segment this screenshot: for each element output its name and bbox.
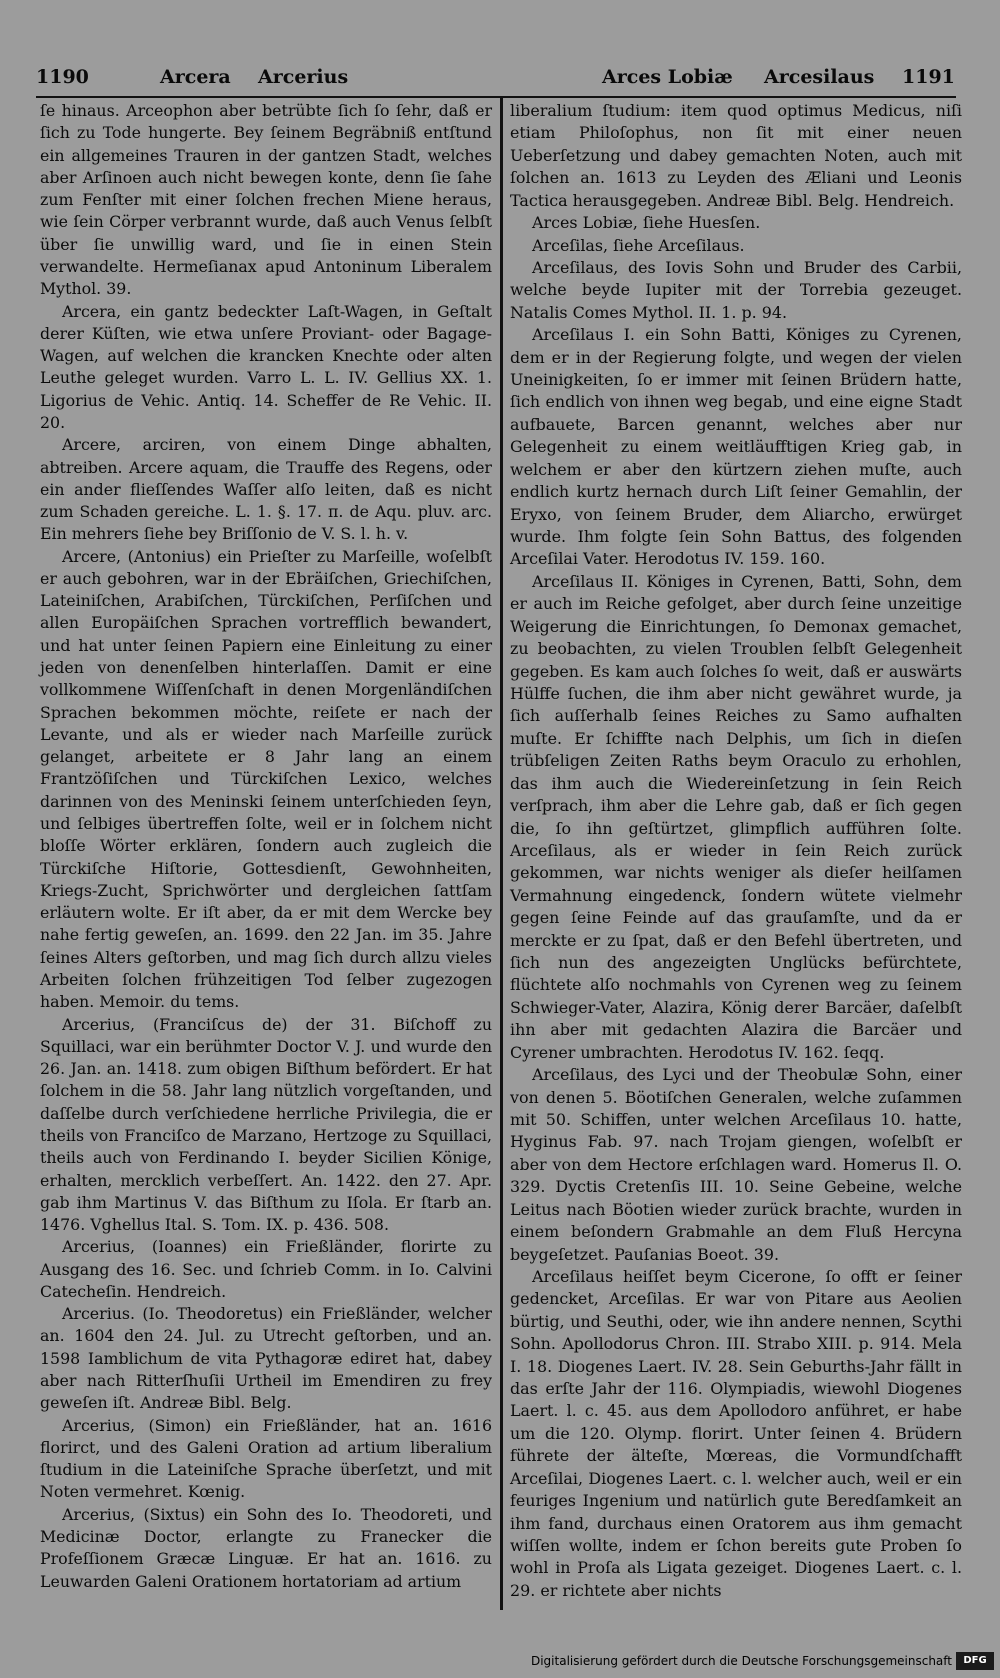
entry-paragraph: Arcera, ein gantz bedeckter Laſt-Wagen, in Geſtalt derer Küſten, wie etwa unſere Proviant- oder Bagage-Wagen, auf welchen die krancken Knechte oder alten Leuthe geleget wurden. Varro L. L. IV. Gellius XX. 1. Ligorius de Vehic. Antiq. 14. Scheffer de Re Vehic. II. 20.	[40, 301, 492, 432]
entry-paragraph: Arcere, arciren, von einem Dinge abhalten, abtreiben. Arcere aquam, die Trauffe des Regens, oder ein ander flieſſendes Waſſer alſo leiten, daß es nicht zum Schaden gereiche. L. 1. §. 17. π. de Aqu. pluv. arc. Ein mehrers ſiehe bey Briſſonio de V. S. l. h. v.	[40, 435, 492, 544]
entry-paragraph: liberalium ſtudium: item quod optimus Medicus, niſi etiam Philoſophus, non ſit mit einer neuen Ueberſetzung und dabey gemachten Noten, auch mit ſolchen an. 1613 zu Leyden des Æliani und Leonis Tactica herausgegeben. Andreæ Bibl. Belg. Hendreich.	[510, 101, 962, 210]
entry-paragraph: Arceſilaus, des Iovis Sohn und Bruder des Carbii, welche beyde Iupiter mit der Torrebia gezeuget. Natalis Comes Mythol. II. 1. p. 94.	[510, 257, 962, 322]
entry-paragraph: Arceſilaus I. ein Sohn Batti, Königes zu Cyrenen, dem er in der Regierung folgte, und wegen der vielen Uneinigkeiten, ſo er immer mit ſeinen Brüdern hatte, ſich endlich von ihnen weg begab, und eine eigne Stadt aufbauete, Barcen genannt, welches aber nur Gelegenheit zu einem weitläufftigen Krieg gab, in welchem er aber den kürtzern ziehen muſte, auch endlich kurtz hernach durch Liſt ſeiner Gemahlin, der Eryxo, von ſeinem Bruder, dem Aliarcho, erwürget wurde. Ihm folgte ſein Sohn Battus, des folgenden Arceſilai Vater. Herodotus IV. 159. 160.	[510, 325, 962, 569]
entry-paragraph: Arceſilas, ſiehe Arceſilaus.	[532, 235, 745, 255]
entry-paragraph: Arcerius. (Io. Theodoretus) ein Frießländer, welcher an. 1604 den 24. Jul. zu Utrecht geſtorben, und an. 1598 Iamblichum de vita Pythagoræ ediret hat, dabey aber nach Ritterſhuſii Urtheil im Emendiren zu frey geweſen iſt. Andreæ Bibl. Belg.	[40, 1304, 492, 1413]
entry-paragraph: Arceſilaus II. Königes in Cyrenen, Batti, Sohn, dem er auch im Reiche gefolget, aber durch ſeine unzeitige Weigerung die Einrichtungen, ſo Demonax gemachet, zu beobachten, zu vielen Troublen ſelbſt Gelegenheit gegeben. Es kam auch ſolches ſo weit, daß er auswärts Hülffe ſuchen, die ihm aber nicht gewähret wurde, ja ſich auſſerhalb ſeines Reiches zu Samo aufhalten muſte. Er ſchiffte nach Delphis, um ſich in dieſen trübſeligen Zeiten Raths beym Oraculo zu erhohlen, das ihm auch die Wiedereinſetzung in ſein Reich verſprach, ihm aber die Lehre gab, daß er ſich gegen die, ſo ihn geſtürtzet, glimpflich aufführen ſolte. Arceſilaus, als er wieder in ſein Reich zurück gekommen, war nichts weniger als dieſer heilſamen Vermahnung eingedenck, ſondern wütete vielmehr gegen ſeine Feinde auf das grauſamſte, und da er merckte er zu ſpat, daß er den Befehl übertreten, und ſich nun des angezeigten Unglücks befürchtete, flüchtete alſo nochmahls von Cyrenen weg zu ſeinem Schwieger-Vater, Alazira, König derer Barcäer, daſelbſt ihn aber mit gedachten Alazira die Barcäer und Cyrener umbrachten. Herodotus IV. 162. ſeqq.	[510, 571, 962, 1062]
running-header	[36, 64, 956, 94]
funding-credit: Digitalisierung gefördert durch die Deutsche Forschungsgemeinschaft	[530, 1654, 952, 1668]
page-number-left: 1190	[36, 66, 89, 88]
header-rule	[36, 96, 956, 98]
entry-paragraph: Arcerius, (Sixtus) ein Sohn des Io. Theodoreti, und Medicinæ Doctor, erlangte zu Franecker die Profeſſionem Græcæ Linguæ. Er hat an. 1616. zu Leuwarden Galeni Orationem hortatoriam ad artium	[40, 1504, 492, 1591]
entry-paragraph: Arces Lobiæ, ſiehe Huesſen.	[532, 213, 761, 233]
entry-paragraph: Arcerius, (Franciſcus de) der 31. Biſchoff zu Squillaci, war ein berühmter Doctor V. J. und wurde den 26. Jan. an. 1418. zum obigen Biſthum befördert. Er hat ſolchem in die 58. Jahr lang nützlich vorgeſtanden, und daſſelbe durch verſchiedene herrliche Privilegia, die er theils von Franciſco de Marzano, Hertzoge zu Squillaci, theils auch von Ferdinando I. beyder Sicilien Könige, erhalten, mercklich verbeſſert. An. 1422. den 27. Apr. gab ihm Martinus V. das Biſthum zu Iſola. Er ſtarb an. 1476. Vghellus Ital. S. Tom. IX. p. 436. 508.	[40, 1014, 492, 1235]
page-number-right: 1191	[902, 66, 955, 88]
right-column	[510, 100, 962, 1602]
catchword-2: Arcerius	[258, 66, 349, 88]
entry-paragraph: ſe hinaus. Arceophon aber betrübte ſich ſo ſehr, daß er ſich zu Tode hungerte. Bey ſeinem Begräbniß entſtund ein allgemeines Trauren in der gantzen Stadt, welches aber Arſinoen auch nicht bewegen konte, denn ſie ſahe zum Fenſter mit einer ſolchen frechen Miene heraus, wie ſein Cörper verbrannt wurde, daß auch Venus ſelbſt über ſie unwillig ward, und ſie in einen Stein verwandelte. Hermeſianax apud Antoninum Liberalem Mythol. 39.	[40, 101, 492, 299]
dfg-logo: DFG	[956, 1652, 994, 1670]
entry-paragraph: Arcerius, (Simon) ein Frießländer, hat an. 1616 florirct, und des Galeni Oration ad artium liberalium ſtudium in die Lateiniſche Sprache überſetzt, und mit Noten vermehret. Kœnig.	[40, 1415, 492, 1502]
digitization-footer	[0, 1652, 1000, 1674]
entry-paragraph: Arceſilaus heiſſet beym Cicerone, ſo offt er ſeiner gedencket, Arceſilas. Er war von Pitare aus Aeolien bürtig, und Seuthi, oder, wie ihn andere nennen, Scythi Sohn. Apollodorus Chron. III. Strabo XIII. p. 914. Mela I. 18. Diogenes Laert. IV. 28. Sein Geburths-Jahr fällt in das erſte Jahr der 116. Olympiadis, wiewohl Diogenes Laert. l. c. 45. aus dem Apollodoro anführet, er habe um die 120. Olymp. florirt. Unter ſeinen 4. Brüdern führete der älteſte, Mœreas, die Vormundſchafft Arceſilai, Diogenes Laert. c. l. welcher auch, weil er ein feuriges Ingenium und natürlich gute Beredſamkeit an ihm fand, durchaus einen Oratorem aus ihm gemacht wiſſen wollte, indem er ſchon bereits gute Proben ſo wohl in Proſa als Ligata gezeiget. Diogenes Laert. c. l. 29. er richtete aber nichts	[510, 1266, 962, 1600]
entry-paragraph: Arceſilaus, des Lyci und der Theobulæ Sohn, einer von denen 5. Böotiſchen Generalen, welche zuſammen mit 50. Schiffen, unter welchen Arceſilaus 10. hatte, Hyginus Fab. 97. nach Trojam giengen, woſelbſt er aber von dem Hectore erſchlagen ward. Homerus Il. O. 329. Dyctis Cretenſis III. 10. Seine Gebeine, welche Leitus nach Böotien wieder zurück brachte, wurden in einem beſondern Grabmahle an dem Fluß Hercyna beygeſetzet. Pauſanias Boeot. 39.	[510, 1065, 962, 1264]
column-divider	[500, 98, 503, 1610]
catchword-3: Arces Lobiæ	[602, 66, 733, 88]
left-column	[40, 100, 492, 1593]
catchword-4: Arcesilaus	[764, 66, 875, 88]
catchword-1: Arcera	[160, 66, 231, 88]
entry-paragraph: Arcerius, (Ioannes) ein Frießländer, florirte zu Ausgang des 16. Sec. und ſchrieb Comm. in Io. Calvini Catecheſin. Hendreich.	[40, 1237, 492, 1301]
entry-paragraph: Arcere, (Antonius) ein Prieſter zu Marſeille, woſelbſt er auch gebohren, war in der Ebräiſchen, Griechiſchen, Lateiniſchen, Arabiſchen, Türckiſchen, Perſiſchen und allen Europäiſchen Sprachen vortrefflich bewandert, und hat unter ſeinen Papiern eine Einleitung zu einer jeden von denenſelben hinterlaſſen. Damit er eine vollkommene Wiſſenſchaft in denen Morgenländiſchen Sprachen bekommen möchte, reiſete er nach der Levante, und als er wieder nach Marſeille zurück gelanget, arbeitete er 8 Jahr lang an einem Frantzöſiſchen und Türckiſchen Lexico, welches darinnen von des Meninski ſeinem unterſchieden ſeyn, und ſelbiges übertreffen ſolte, weil er in ſolchem nicht bloſſe Wörter erklären, ſondern auch zugleich die Türckiſche Hiſtorie, Gottesdienſt, Gewohnheiten, Kriegs-Zucht, Sprichwörter und dergleichen ſattſam erläutern wolte. Er iſt aber, da er mit dem Wercke bey nahe fertig geweſen, an. 1699. den 22 Jan. im 35. Jahre ſeines Alters geſtorben, und mag ſich durch allzu vieles Arbeiten ſolchen frühzeitigen Tod ſelber zugezogen haben. Memoir. du tems.	[40, 546, 492, 1012]
